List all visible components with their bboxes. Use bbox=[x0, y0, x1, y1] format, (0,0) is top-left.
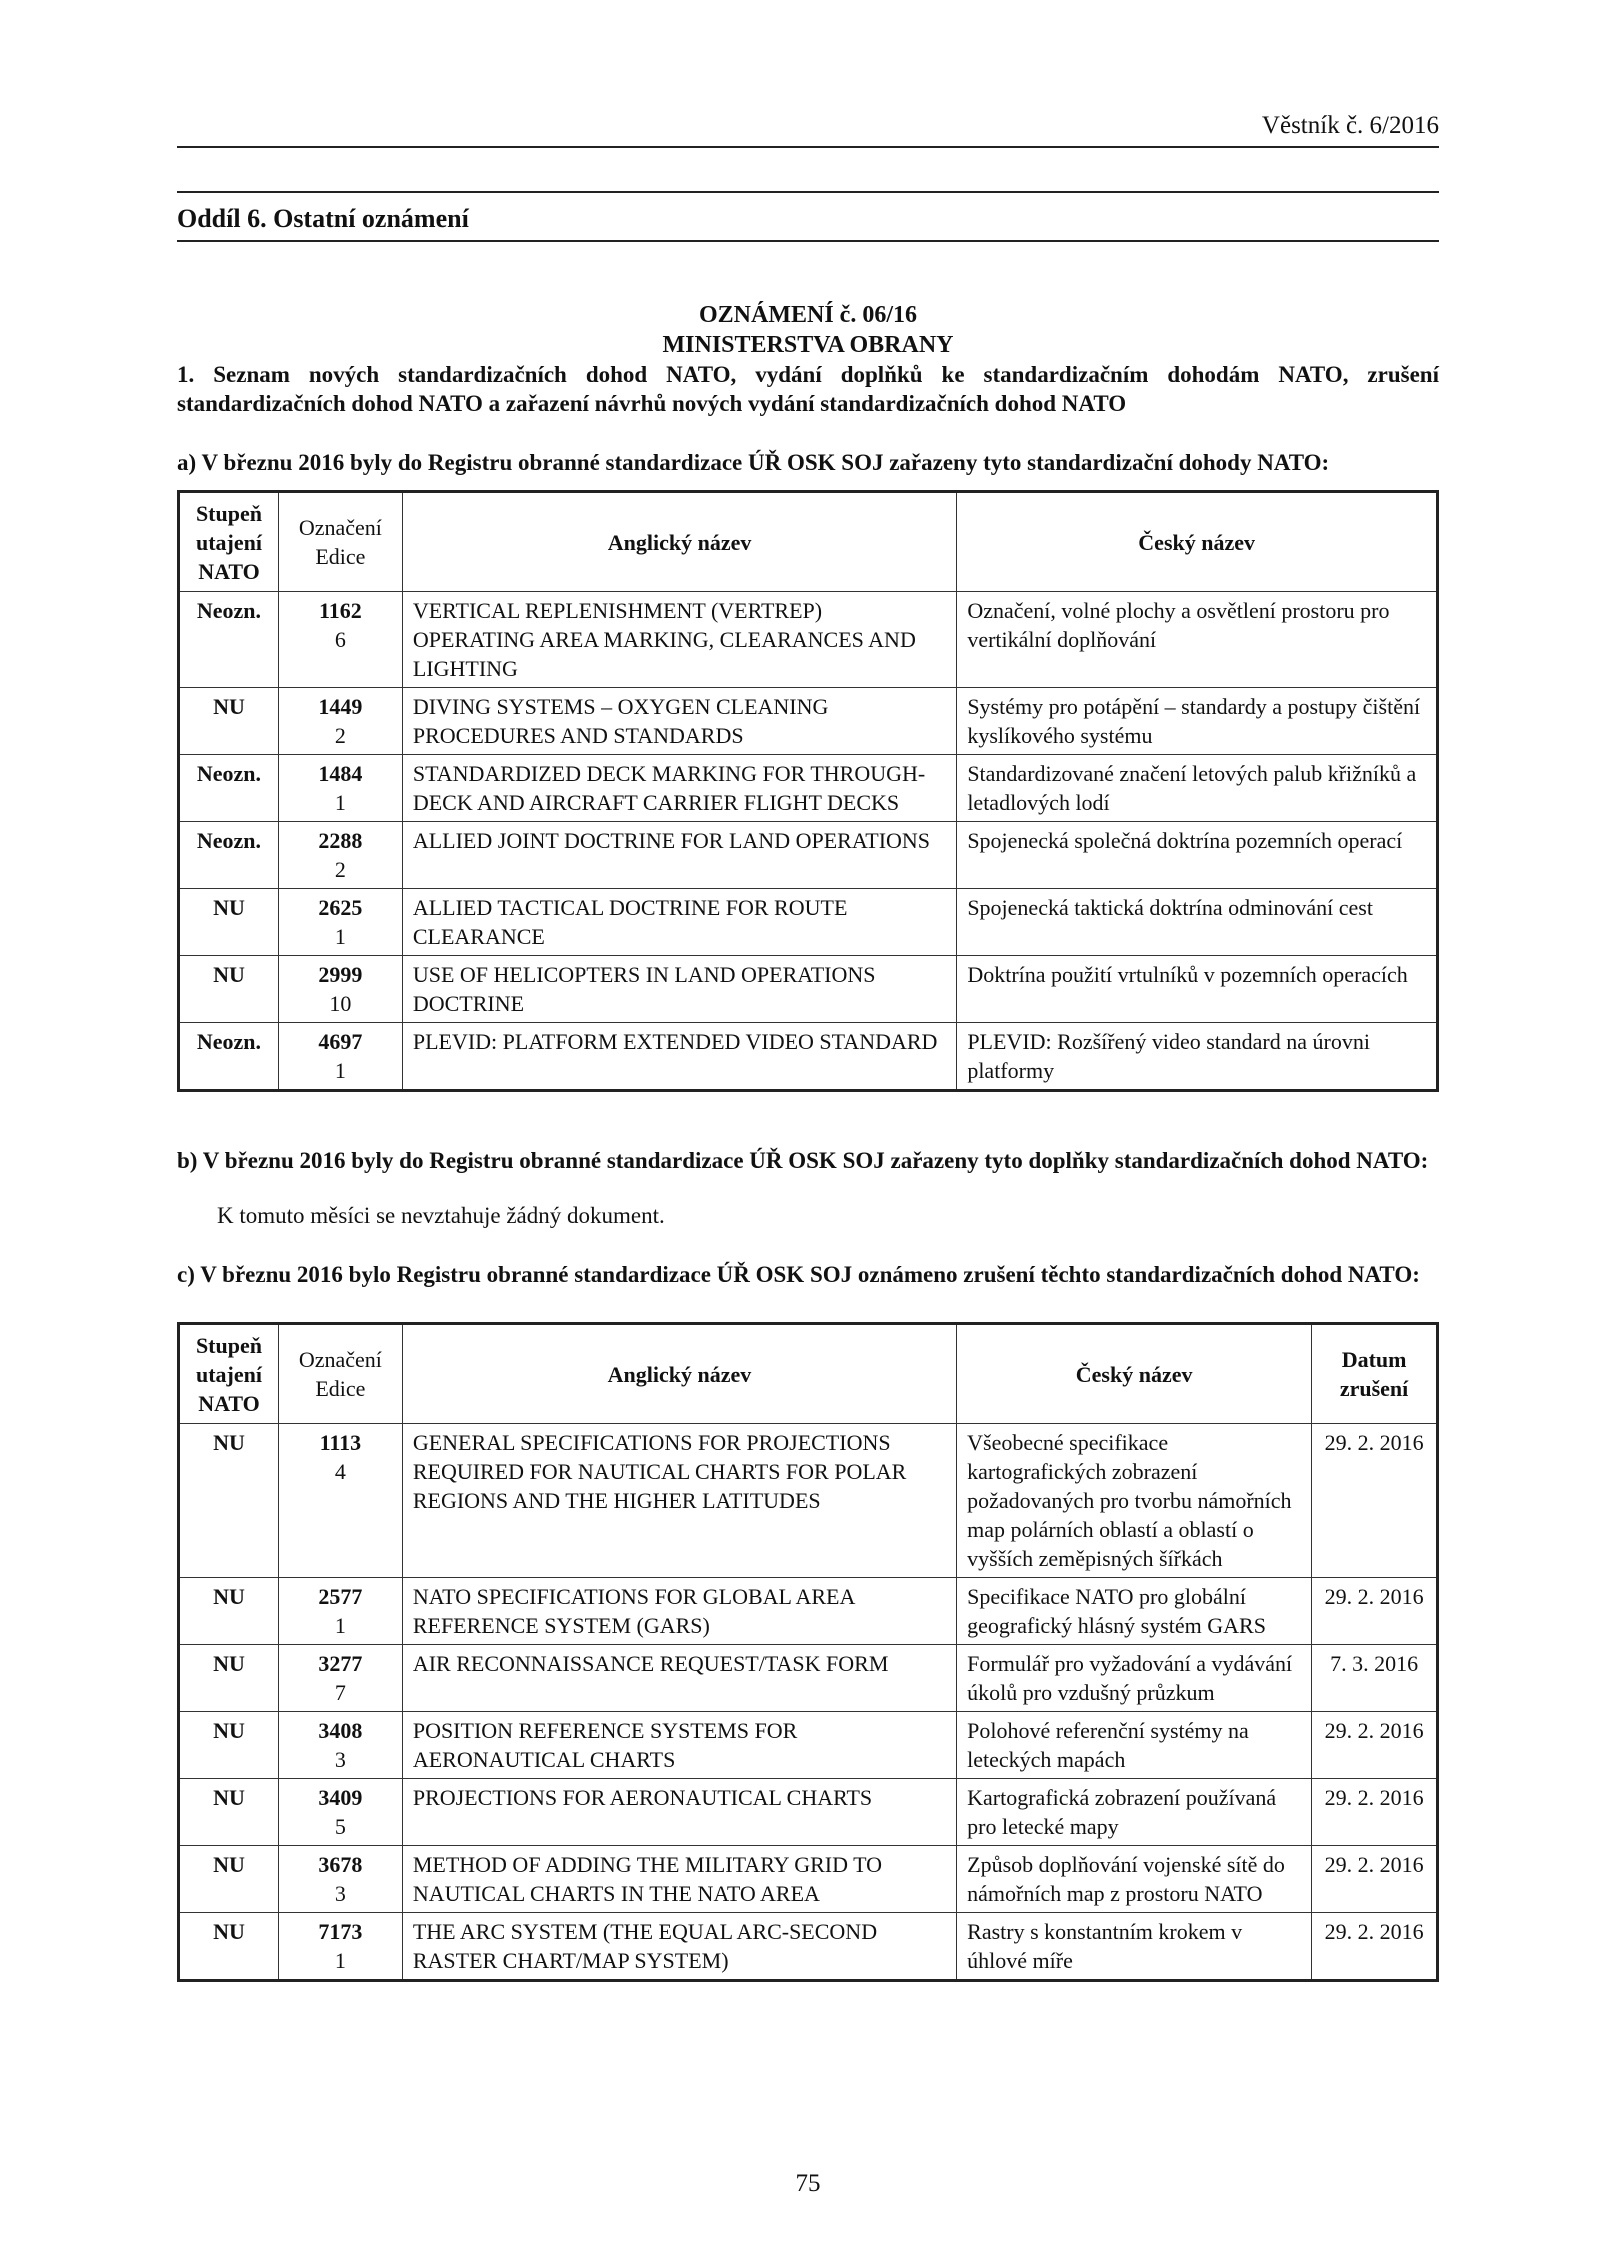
english-title-cell: METHOD OF ADDING THE MILITARY GRID TO NAUTICAL CHARTS IN THE NATO AREA bbox=[402, 1846, 956, 1913]
english-title-cell: VERTICAL REPLENISHMENT (VERTREP) OPERATING AREA MARKING, CLEARANCES AND LIGHTING bbox=[402, 592, 956, 688]
czech-title-cell: Rastry s konstantním krokem v úhlové míře bbox=[957, 1913, 1312, 1981]
code-edition-cell bbox=[278, 1913, 402, 1981]
code-edition-cell bbox=[278, 688, 402, 755]
header-czech: Český název bbox=[957, 492, 1438, 592]
czech-title-cell: Označení, volné plochy a osvětlení prostoru pro vertikální doplňování bbox=[957, 592, 1438, 688]
table-row bbox=[179, 956, 1438, 1023]
section-rule-bottom bbox=[177, 240, 1439, 242]
part-b-heading: b) V březnu 2016 byly do Registru obranné standardizace ÚŘ OSK SOJ zařazeny tyto doplňky standardizačních dohod NATO: bbox=[177, 1148, 1429, 1173]
edition-number: 1 bbox=[334, 1613, 346, 1638]
table-c-header bbox=[179, 1324, 1438, 1424]
date-cell: 29. 2. 2016 bbox=[1312, 1913, 1438, 1981]
stanag-code: 3678 bbox=[318, 1852, 363, 1877]
table-row bbox=[179, 688, 1438, 755]
edition-number: 6 bbox=[334, 627, 346, 652]
date-cell: 29. 2. 2016 bbox=[1312, 1424, 1438, 1578]
edition-number: 2 bbox=[334, 723, 346, 748]
english-title-cell: POSITION REFERENCE SYSTEMS FOR AERONAUTICAL CHARTS bbox=[402, 1712, 956, 1779]
notice-title bbox=[177, 300, 1439, 360]
date-cell: 7. 3. 2016 bbox=[1312, 1645, 1438, 1712]
table-row bbox=[179, 1645, 1438, 1712]
czech-title-cell: Všeobecné specifikace kartografických zobrazení požadovaných pro tvorbu námořních map polárních oblastí a oblastí o vyšších zeměpisných šířkách bbox=[957, 1424, 1312, 1578]
level-cell: Neozn. bbox=[179, 755, 279, 822]
edition-number: 4 bbox=[334, 1459, 346, 1484]
edition-number: 3 bbox=[334, 1881, 346, 1906]
section-title: Oddíl 6. Ostatní oznámení bbox=[177, 204, 469, 233]
header-code-edition: Označení Edice bbox=[278, 492, 402, 592]
stanag-code: 3277 bbox=[318, 1651, 363, 1676]
czech-title-cell: Formulář pro vyžadování a vydávání úkolů pro vzdušný průzkum bbox=[957, 1645, 1312, 1712]
english-title-cell: STANDARDIZED DECK MARKING FOR THROUGH-DECK AND AIRCRAFT CARRIER FLIGHT DECKS bbox=[402, 755, 956, 822]
stanag-code: 1162 bbox=[318, 598, 362, 623]
date-cell: 29. 2. 2016 bbox=[1312, 1712, 1438, 1779]
english-title-cell: USE OF HELICOPTERS IN LAND OPERATIONS DOCTRINE bbox=[402, 956, 956, 1023]
code-edition-cell bbox=[278, 956, 402, 1023]
table-row bbox=[179, 1779, 1438, 1846]
part-a-heading: a) V březnu 2016 byly do Registru obranné standardizace ÚŘ OSK SOJ zařazeny tyto standardizační dohody NATO: bbox=[177, 450, 1330, 475]
english-title-cell: DIVING SYSTEMS – OXYGEN CLEANING PROCEDURES AND STANDARDS bbox=[402, 688, 956, 755]
edition-number: 1 bbox=[334, 1058, 346, 1083]
english-title-cell: PLEVID: PLATFORM EXTENDED VIDEO STANDARD bbox=[402, 1023, 956, 1091]
code-edition-cell bbox=[278, 1779, 402, 1846]
czech-title-cell: Způsob doplňování vojenské sítě do námořních map z prostoru NATO bbox=[957, 1846, 1312, 1913]
header-english: Anglický název bbox=[402, 492, 956, 592]
level-cell: NU bbox=[179, 1712, 279, 1779]
code-edition-cell bbox=[278, 1846, 402, 1913]
czech-title-cell: Spojenecká společná doktrína pozemních operací bbox=[957, 822, 1438, 889]
date-cell: 29. 2. 2016 bbox=[1312, 1846, 1438, 1913]
code-edition-cell bbox=[278, 755, 402, 822]
level-cell: NU bbox=[179, 889, 279, 956]
code-edition-cell bbox=[278, 592, 402, 688]
code-edition-cell bbox=[278, 889, 402, 956]
header-rule bbox=[177, 146, 1439, 148]
stanag-code: 2999 bbox=[318, 962, 363, 987]
table-row bbox=[179, 822, 1438, 889]
level-cell: NU bbox=[179, 688, 279, 755]
level-cell: Neozn. bbox=[179, 1023, 279, 1091]
stanag-code: 4697 bbox=[318, 1029, 363, 1054]
table-a-header bbox=[179, 492, 1438, 592]
running-head: Věstník č. 6/2016 bbox=[1261, 112, 1439, 139]
english-title-cell: NATO SPECIFICATIONS FOR GLOBAL AREA REFERENCE SYSTEM (GARS) bbox=[402, 1578, 956, 1645]
section-rule-top bbox=[177, 191, 1439, 193]
code-edition-cell bbox=[278, 822, 402, 889]
stanag-code: 1449 bbox=[318, 694, 363, 719]
czech-title-cell: Kartografická zobrazení používaná pro letecké mapy bbox=[957, 1779, 1312, 1846]
stanag-code: 1484 bbox=[318, 761, 363, 786]
stanag-code: 2288 bbox=[318, 828, 363, 853]
level-cell: Neozn. bbox=[179, 592, 279, 688]
table-row bbox=[179, 755, 1438, 822]
english-title-cell: GENERAL SPECIFICATIONS FOR PROJECTIONS REQUIRED FOR NAUTICAL CHARTS FOR POLAR REGIONS AND THE HIGHER LATITUDES bbox=[402, 1424, 956, 1578]
code-edition-cell bbox=[278, 1424, 402, 1578]
edition-number: 7 bbox=[334, 1680, 346, 1705]
table-row bbox=[179, 1913, 1438, 1981]
level-cell: NU bbox=[179, 1578, 279, 1645]
header-level: Stupeň utajení NATO bbox=[179, 492, 279, 592]
edition-number: 3 bbox=[334, 1747, 346, 1772]
table-row bbox=[179, 592, 1438, 688]
english-title-cell: THE ARC SYSTEM (THE EQUAL ARC-SECOND RASTER CHART/MAP SYSTEM) bbox=[402, 1913, 956, 1981]
part-c-heading: c) V březnu 2016 bylo Registru obranné standardizace ÚŘ OSK SOJ oznámeno zrušení těchto standardizačních dohod NATO: bbox=[177, 1262, 1420, 1287]
level-cell: NU bbox=[179, 1846, 279, 1913]
czech-title-cell: Doktrína použití vrtulníků v pozemních operacích bbox=[957, 956, 1438, 1023]
stanag-code: 7173 bbox=[318, 1919, 363, 1944]
level-cell: Neozn. bbox=[179, 822, 279, 889]
header-english: Anglický název bbox=[402, 1324, 956, 1424]
english-title-cell: PROJECTIONS FOR AERONAUTICAL CHARTS bbox=[402, 1779, 956, 1846]
level-cell: NU bbox=[179, 956, 279, 1023]
table-row bbox=[179, 1846, 1438, 1913]
edition-number: 1 bbox=[334, 790, 346, 815]
table-row bbox=[179, 889, 1438, 956]
stanag-code: 2625 bbox=[318, 895, 363, 920]
english-title-cell: ALLIED TACTICAL DOCTRINE FOR ROUTE CLEARANCE bbox=[402, 889, 956, 956]
edition-number: 2 bbox=[334, 857, 346, 882]
code-edition-cell bbox=[278, 1712, 402, 1779]
stanag-code: 1113 bbox=[319, 1430, 362, 1455]
table-row bbox=[179, 1023, 1438, 1091]
table-row bbox=[179, 1578, 1438, 1645]
notice-title-line2: MINISTERSTVA OBRANY bbox=[662, 332, 954, 358]
stanag-code: 2577 bbox=[318, 1584, 363, 1609]
czech-title-cell: Polohové referenční systémy na leteckých mapách bbox=[957, 1712, 1312, 1779]
edition-number: 1 bbox=[334, 924, 346, 949]
part-b-note: K tomuto měsíci se nevztahuje žádný dokument. bbox=[217, 1203, 665, 1228]
table-c bbox=[177, 1322, 1439, 1982]
stanag-code: 3408 bbox=[318, 1718, 363, 1743]
czech-title-cell: Standardizované značení letových palub křižníků a letadlových lodí bbox=[957, 755, 1438, 822]
edition-number: 10 bbox=[329, 991, 352, 1016]
table-row bbox=[179, 1712, 1438, 1779]
czech-title-cell: Specifikace NATO pro globální geografický hlásný systém GARS bbox=[957, 1578, 1312, 1645]
table-row bbox=[179, 1424, 1438, 1578]
edition-number: 1 bbox=[334, 1948, 346, 1973]
czech-title-cell: PLEVID: Rozšířený video standard na úrovni platformy bbox=[957, 1023, 1438, 1091]
edition-number: 5 bbox=[334, 1814, 346, 1839]
header-date: Datum zrušení bbox=[1312, 1324, 1438, 1424]
intro-paragraph: 1. Seznam nových standardizačních dohod NATO, vydání doplňků ke standardizačním dohodám NATO, zrušení standardizačních dohod NATO a zařazení návrhů nových vydání standardizačních dohod NATO bbox=[177, 362, 1439, 416]
czech-title-cell: Spojenecká taktická doktrína odminování cest bbox=[957, 889, 1438, 956]
date-cell: 29. 2. 2016 bbox=[1312, 1578, 1438, 1645]
level-cell: NU bbox=[179, 1913, 279, 1981]
english-title-cell: ALLIED JOINT DOCTRINE FOR LAND OPERATIONS bbox=[402, 822, 956, 889]
table-a bbox=[177, 490, 1439, 1092]
code-edition-cell bbox=[278, 1578, 402, 1645]
notice-title-line1: OZNÁMENÍ č. 06/16 bbox=[699, 302, 917, 328]
page-number: 75 bbox=[795, 2170, 821, 2197]
level-cell: NU bbox=[179, 1645, 279, 1712]
stanag-code: 3409 bbox=[318, 1785, 363, 1810]
level-cell: NU bbox=[179, 1424, 279, 1578]
english-title-cell: AIR RECONNAISSANCE REQUEST/TASK FORM bbox=[402, 1645, 956, 1712]
header-code-edition: Označení Edice bbox=[278, 1324, 402, 1424]
header-level: Stupeň utajení NATO bbox=[179, 1324, 279, 1424]
code-edition-cell bbox=[278, 1023, 402, 1091]
code-edition-cell bbox=[278, 1645, 402, 1712]
level-cell: NU bbox=[179, 1779, 279, 1846]
czech-title-cell: Systémy pro potápění – standardy a postupy čištění kyslíkového systému bbox=[957, 688, 1438, 755]
header-czech: Český název bbox=[957, 1324, 1312, 1424]
date-cell: 29. 2. 2016 bbox=[1312, 1779, 1438, 1846]
